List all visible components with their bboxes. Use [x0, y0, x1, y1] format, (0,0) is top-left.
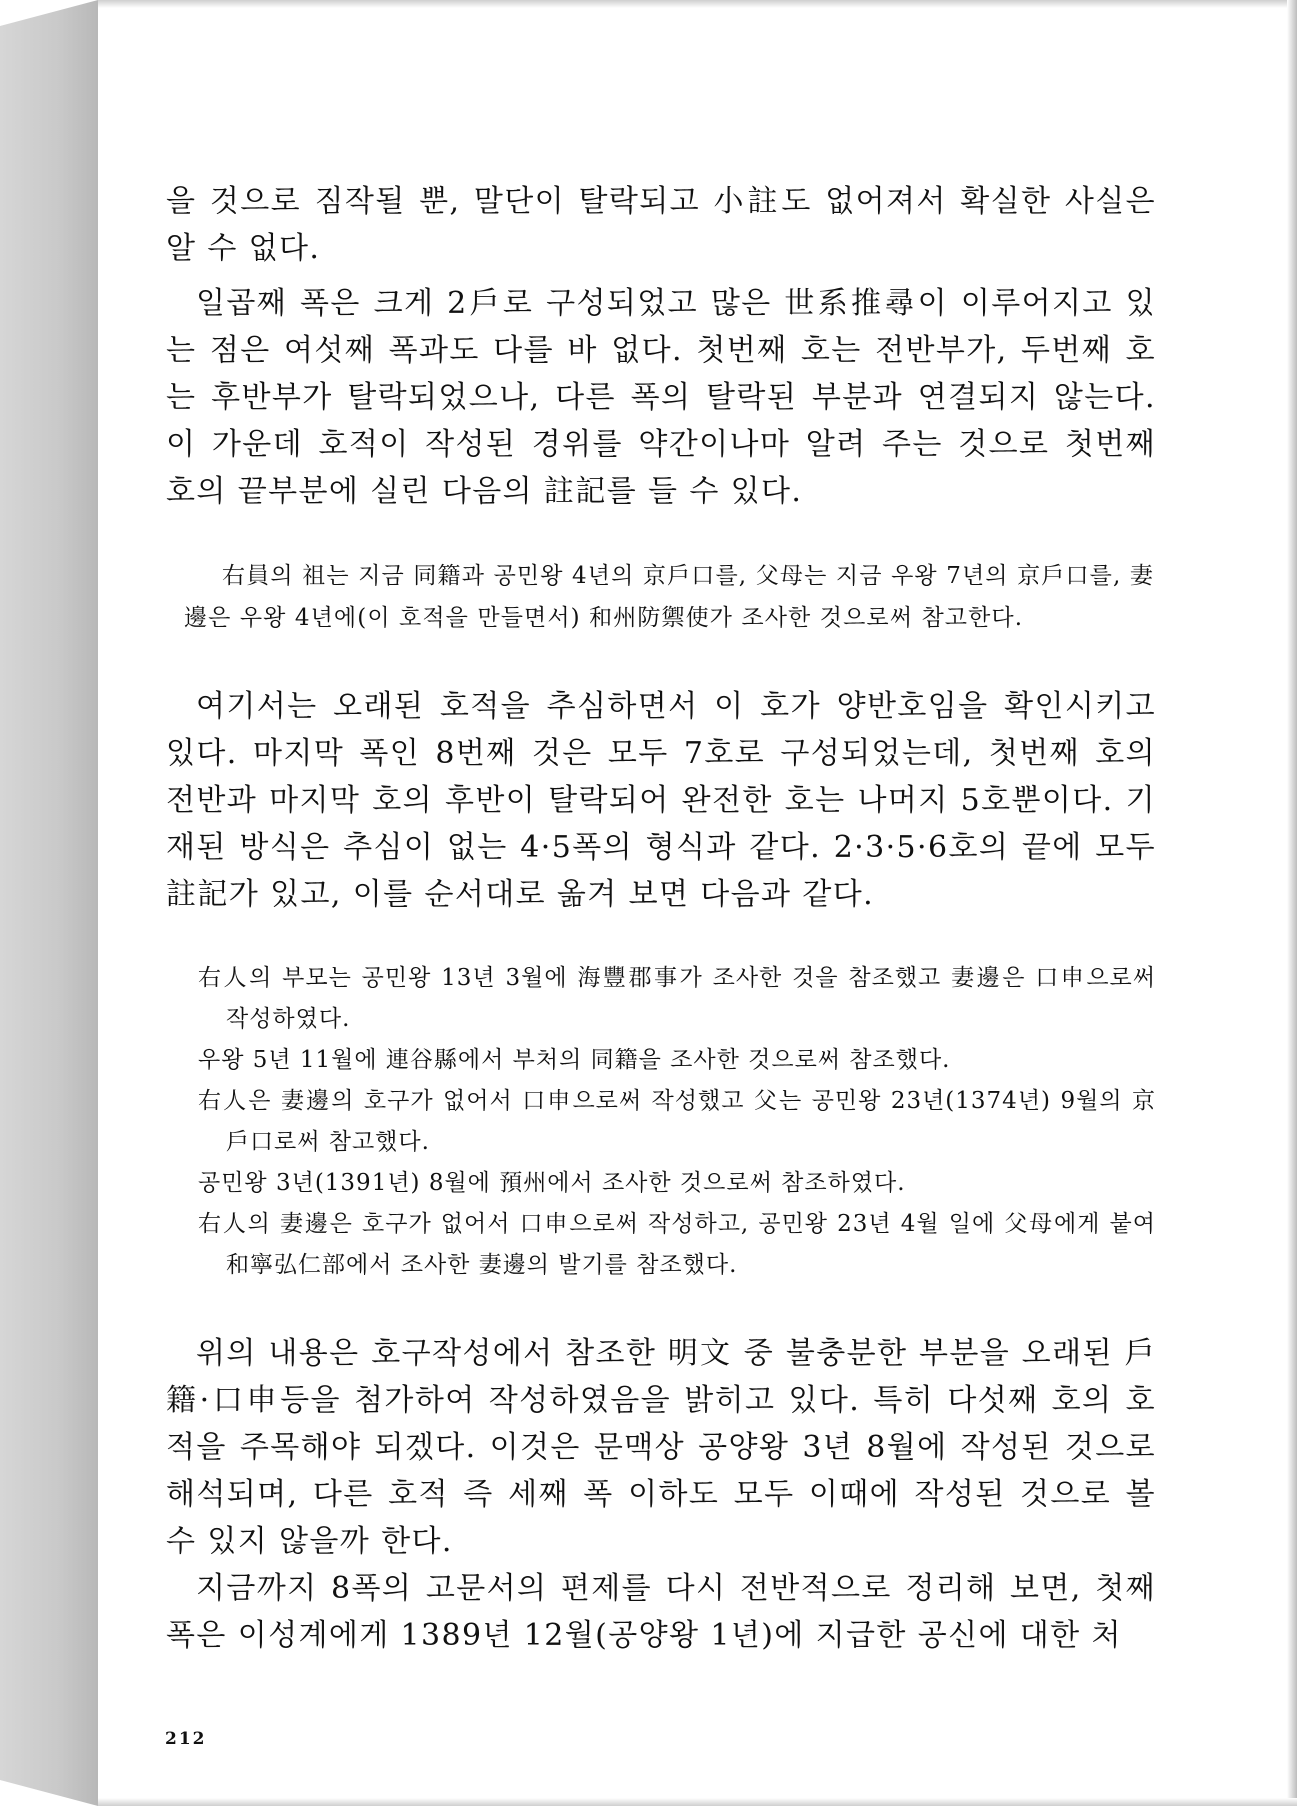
paragraph-bottom-1: 위의 내용은 호구작성에서 참조한 明文 중 불충분한 부분을 오래된 戶籍·口申등을 첨가하여 작성하였음을 밝히고 있다. 특히 다섯째 호의 호적을 주목해야 되겠다. 이것은 문맥상 공양왕 3년 8월에 작성된 것으로 해석되며, 다른 호적 즉 세째 폭 이하도 모두 이때에 작성된 것으로 볼 수 있지 않을까 한다.: [166, 1336, 1156, 1559]
page-content: [166, 178, 1156, 1659]
block-quote-1: 右員의 祖는 지금 同籍과 공민왕 4년의 京戶口를, 父母는 지금 우왕 7년의 京戶口를, 妻邊은 우왕 4년에(이 호적을 만들면서) 和州防禦使가 조사한 것으로써 참고한다.: [184, 563, 1154, 631]
paragraph-top-1: 을 것으로 짐작될 뿐, 말단이 탈락되고 小註도 없어져서 확실한 사실은 알 수 없다.: [166, 184, 1156, 266]
paragraph-top-2: 일곱째 폭은 크게 2戶로 구성되었고 많은 世系推尋이 이루어지고 있는 점은 여섯째 폭과도 다를 바 없다. 첫번째 호는 전반부가, 두번째 호는 후반부가 탈락되었으나, 다른 폭의 탈락된 부분과 연결되지 않는다. 이 가운데 호적이 작성된 경위를 약간이나마 알려 주는 것으로 첫번째 호의 끝부분에 실린 다음의 註記를 들 수 있다.: [166, 286, 1156, 509]
quote-item: 공민왕 3년(1391년) 8월에 預州에서 조사한 것으로써 참조하였다.: [198, 1170, 906, 1196]
quote-item: 우왕 5년 11월에 連谷縣에서 부처의 同籍을 조사한 것으로써 참조했다.: [198, 1047, 951, 1073]
page-edge-top: [98, 0, 1297, 8]
paragraph-middle: 여기서는 오래된 호적을 추심하면서 이 호가 양반호임을 확인시키고 있다. 마지막 폭인 8번째 것은 모두 7호로 구성되었는데, 첫번째 호의 전반과 마지막 호의 후반이 탈락되어 완전한 호는 나머지 5호뿐이다. 기재된 방식은 추심이 없는 4·5폭의 형식과 같다. 2·3·5·6호의 끝에 모두 註記가 있고, 이를 순서대로 옮겨 보면 다음과 같다.: [166, 689, 1156, 912]
quote-item: 右人은 妻邊의 호구가 없어서 口申으로써 작성했고 父는 공민왕 23년(1374년) 9월의 京戶口로써 참고했다.: [198, 1088, 1156, 1155]
block-quote-2: [198, 958, 1156, 1286]
page-edge-bottom: [98, 1798, 1297, 1806]
page-number: 212: [165, 1729, 207, 1749]
quote-item: 右人의 妻邊은 호구가 없어서 口申으로써 작성하고, 공민왕 23년 4월 일에 父母에게 붙여 和寧弘仁部에서 조사한 妻邊의 발기를 참조했다.: [198, 1211, 1156, 1278]
paragraph-bottom-2: 지금까지 8폭의 고문서의 편제를 다시 전반적으로 정리해 보면, 첫째 폭은 이성계에게 1389년 12월(공양왕 1년)에 지급한 공신에 대한 처: [166, 1571, 1156, 1653]
quote-item: 右人의 부모는 공민왕 13년 3월에 海豐郡事가 조사한 것을 참조했고 妻邊은 口申으로써 작성하였다.: [198, 965, 1156, 1032]
book-spine: [0, 0, 98, 1806]
page-edge-right: [1287, 0, 1297, 1806]
